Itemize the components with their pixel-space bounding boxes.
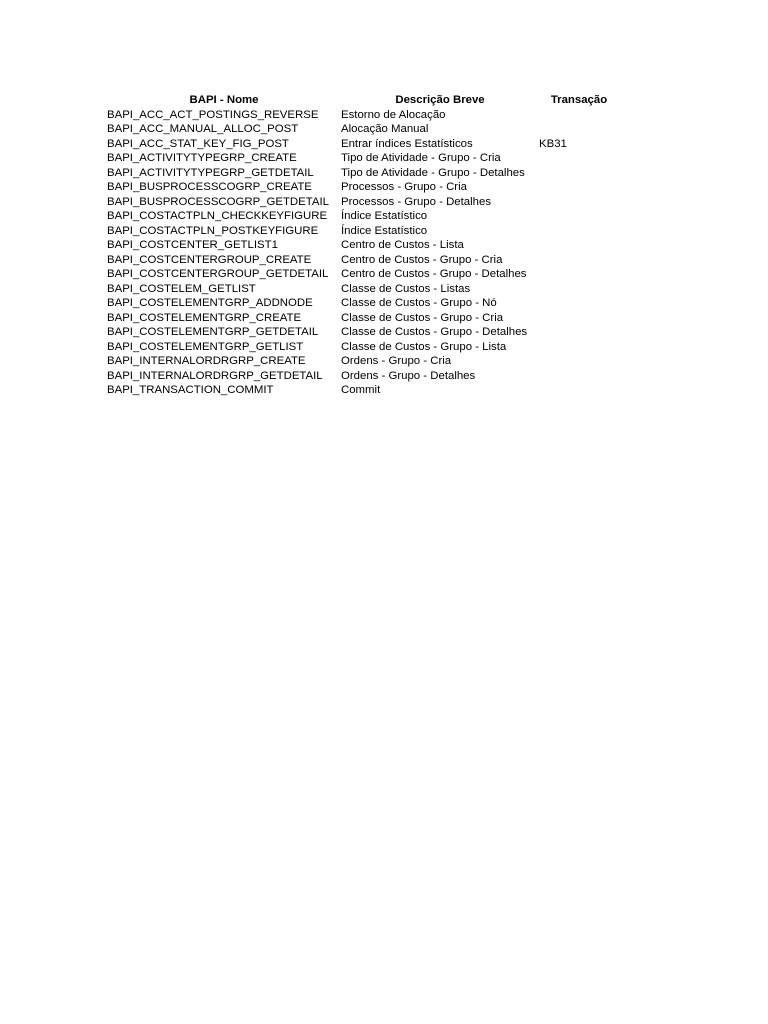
cell-bapi-name: BAPI_COSTACTPLN_CHECKKEYFIGURE: [107, 210, 328, 222]
cell-bapi-name: BAPI_COSTCENTER_GETLIST1: [107, 239, 278, 251]
cell-transaction: [539, 253, 619, 268]
header-descricao-breve: Descrição Breve: [395, 94, 485, 106]
cell-bapi-name: BAPI_ACTIVITYTYPEGRP_CREATE: [107, 152, 297, 164]
cell-description: Classe de Custos - Grupo - Cria: [341, 311, 504, 324]
table-row: [107, 137, 619, 152]
cell-description: Classe de Custos - Grupo - Detalhes: [341, 326, 528, 338]
table-row: [107, 282, 619, 297]
table-row: [107, 151, 619, 166]
table-body: [107, 108, 619, 398]
cell-bapi-name: BAPI_COSTCENTERGROUP_GETDETAIL: [107, 268, 329, 280]
cell-transaction: [539, 122, 619, 137]
table-header: [107, 93, 619, 108]
table-row: [107, 195, 619, 210]
cell-description: Centro de Custos - Grupo - Detalhes: [341, 268, 527, 280]
cell-transaction: [539, 108, 619, 123]
cell-bapi-name: BAPI_BUSPROCESSCOGRP_GETDETAIL: [107, 195, 329, 208]
header-transacao: Transação: [550, 94, 608, 106]
header-bapi-nome: BAPI - Nome: [189, 94, 259, 106]
cell-bapi-name: BAPI_TRANSACTION_COMMIT: [107, 384, 274, 396]
cell-description: Entrar índices Estatísticos: [341, 137, 473, 150]
cell-bapi-name: BAPI_COSTELEMENTGRP_GETLIST: [107, 340, 304, 353]
cell-bapi-name: BAPI_COSTACTPLN_POSTKEYFIGURE: [107, 224, 319, 237]
table-row: [107, 369, 619, 384]
cell-bapi-name: BAPI_ACTIVITYTYPEGRP_GETDETAIL: [107, 166, 314, 179]
cell-bapi-name: BAPI_COSTCENTERGROUP_CREATE: [107, 253, 312, 266]
cell-transaction: [539, 195, 619, 210]
table-row: [107, 253, 619, 268]
table-row: [107, 354, 619, 369]
cell-transaction: [539, 151, 619, 166]
cell-transaction: [539, 282, 619, 297]
cell-bapi-name: BAPI_ACC_ACT_POSTINGS_REVERSE: [107, 108, 319, 121]
cell-transaction: [539, 340, 619, 355]
table-row: [107, 311, 619, 326]
cell-bapi-name: BAPI_COSTELEMENTGRP_CREATE: [107, 311, 302, 324]
header-row: [107, 93, 619, 108]
cell-description: Centro de Custos - Grupo - Cria: [341, 253, 503, 266]
cell-description: Centro de Custos - Lista: [341, 239, 464, 251]
cell-description: Tipo de Atividade - Grupo - Cria: [341, 152, 501, 164]
bapi-table: [107, 93, 619, 398]
cell-transaction: [539, 267, 619, 282]
cell-bapi-name: BAPI_COSTELEMENTGRP_ADDNODE: [107, 297, 313, 309]
cell-description: Commit: [341, 384, 381, 396]
table-row: [107, 267, 619, 282]
cell-transaction: [539, 311, 619, 326]
cell-description: Estorno de Alocação: [341, 108, 446, 121]
table-row: [107, 180, 619, 195]
cell-bapi-name: BAPI_COSTELEM_GETLIST: [107, 282, 256, 295]
table-row: [107, 296, 619, 311]
cell-transaction: [539, 354, 619, 369]
cell-transaction: [539, 166, 619, 181]
cell-description: Índice Estatístico: [341, 210, 428, 222]
cell-description: Alocação Manual: [341, 123, 429, 135]
cell-transaction: KB31: [539, 137, 567, 150]
cell-bapi-name: BAPI_BUSPROCESSCOGRP_CREATE: [107, 181, 312, 193]
cell-transaction: [539, 383, 619, 398]
table-row: [107, 238, 619, 253]
cell-transaction: [539, 325, 619, 340]
table-row: [107, 224, 619, 239]
cell-description: Índice Estatístico: [341, 224, 428, 237]
cell-bapi-name: BAPI_ACC_STAT_KEY_FIG_POST: [107, 137, 289, 150]
cell-transaction: [539, 238, 619, 253]
table-row: [107, 108, 619, 123]
table-row: [107, 325, 619, 340]
cell-transaction: [539, 209, 619, 224]
cell-transaction: [539, 224, 619, 239]
cell-transaction: [539, 296, 619, 311]
table-row: [107, 166, 619, 181]
table-row: [107, 383, 619, 398]
cell-description: Processos - Grupo - Cria: [341, 181, 467, 193]
cell-description: Tipo de Atividade - Grupo - Detalhes: [341, 166, 525, 179]
cell-description: Ordens - Grupo - Cria: [341, 355, 452, 367]
cell-description: Ordens - Grupo - Detalhes: [341, 369, 476, 382]
table-row: [107, 122, 619, 137]
cell-bapi-name: BAPI_COSTELEMENTGRP_GETDETAIL: [107, 326, 319, 338]
cell-transaction: [539, 180, 619, 195]
table-row: [107, 209, 619, 224]
cell-description: Classe de Custos - Grupo - Nó: [341, 297, 497, 309]
table-row: [107, 340, 619, 355]
cell-bapi-name: BAPI_INTERNALORDRGRP_CREATE: [107, 355, 306, 367]
cell-description: Classe de Custos - Listas: [341, 282, 471, 295]
cell-description: Processos - Grupo - Detalhes: [341, 195, 492, 208]
cell-description: Classe de Custos - Grupo - Lista: [341, 340, 507, 353]
cell-bapi-name: BAPI_INTERNALORDRGRP_GETDETAIL: [107, 369, 323, 382]
cell-transaction: [539, 369, 619, 384]
cell-bapi-name: BAPI_ACC_MANUAL_ALLOC_POST: [107, 123, 299, 135]
